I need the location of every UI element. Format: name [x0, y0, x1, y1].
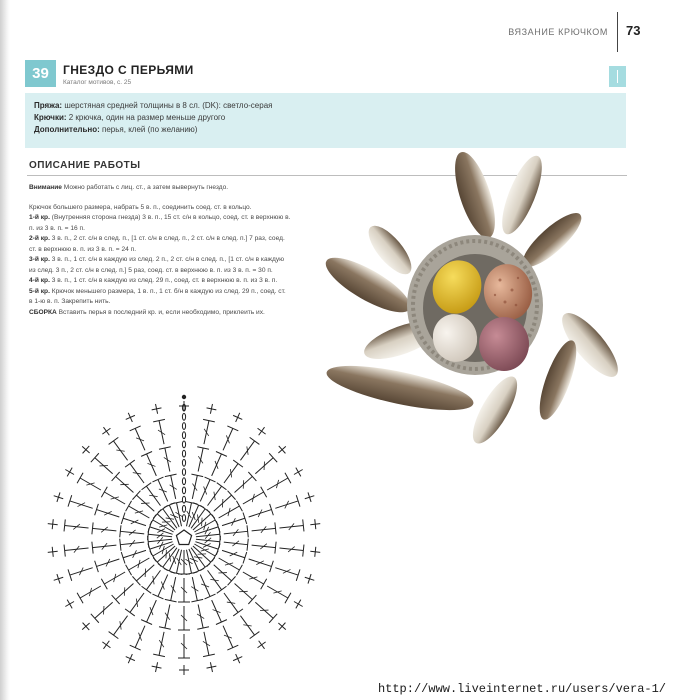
chart-stitch [273, 591, 281, 593]
chart-stitch [142, 483, 152, 490]
chart-stitch [227, 645, 238, 650]
chart-stitch [101, 487, 107, 497]
chart-stitch [216, 452, 227, 457]
chart-stitch [315, 519, 316, 529]
pattern-title: ГНЕЗДО С ПЕРЬЯМИ [63, 63, 194, 77]
chart-stitch [275, 522, 276, 534]
chart-stitch [233, 609, 243, 616]
chart-stitch [261, 579, 267, 589]
chart-stitch [126, 657, 135, 661]
accent-tab [609, 66, 626, 87]
chart-chain [182, 413, 185, 420]
chart-stitch [67, 600, 72, 609]
chart-stitch [201, 549, 209, 551]
chart-stitch [303, 519, 304, 531]
source-url: http://www.liveinternet.ru/users/vera-1/ [377, 682, 666, 696]
chart-stitch [233, 657, 242, 661]
chart-chain [182, 469, 185, 476]
chart-stitch [247, 539, 248, 551]
chart-stitch [193, 484, 198, 491]
chart-stitch [120, 539, 121, 551]
note: Внимание Можно работать с лиц. ст., а затем вывернуть гнездо. [29, 184, 229, 191]
chart-stitch [275, 542, 276, 554]
chart-chain [182, 505, 185, 512]
chart-chain [182, 441, 185, 448]
running-head: ВЯЗАНИЕ КРЮЧКОМ [508, 27, 608, 37]
chart-chain [182, 450, 185, 457]
chart-stitch [227, 426, 238, 431]
chart-stitch [204, 429, 209, 436]
row-5: 5-й кр. Крючок меньшего размера, 1 в. п., 1 ст. б/н в каждую из след. 29 п., соед. ст. в 1-ю в. п. Закрепить нить. [29, 287, 286, 305]
chart-stitch [130, 645, 141, 650]
chart-stitch [187, 511, 192, 518]
chart-stitch [247, 525, 248, 537]
chart-stitch [261, 487, 267, 497]
chart-stitch [125, 460, 135, 467]
chart-stitch [130, 426, 141, 431]
chart-chain [182, 478, 185, 485]
chart-stitch [285, 473, 291, 483]
section-title: ОПИСАНИЕ РАБОТЫ [29, 160, 141, 171]
chart-stitch [126, 501, 132, 511]
chart-stitch [165, 613, 170, 620]
chart-stitch [109, 437, 119, 444]
page-number: 73 [626, 23, 641, 38]
chart-stitch [152, 594, 163, 599]
chart-stitch [135, 511, 143, 513]
chart-stitch [120, 525, 121, 537]
chart-stitch [171, 585, 176, 592]
chart-stitch [198, 456, 203, 463]
chart-stitch [303, 545, 304, 557]
chart-stitch [109, 632, 119, 639]
chart-stitch [141, 620, 152, 625]
chart-stitch [250, 632, 260, 639]
chart-stitch [225, 563, 233, 565]
chart-stitch [159, 640, 164, 647]
chart-chain [182, 432, 185, 439]
chart-stitch [205, 477, 216, 482]
row-4: 4-й кр. 3 в. п., 1 ст. с/н в каждую из след. 29 п., соед. ст. в верхнюю в. п. из 3 в. п. [29, 277, 278, 284]
instructions [29, 183, 291, 318]
row-3: 3-й кр. 3 в. п., 1 ст. с/н в каждую из след. 2 п., 2 ст. с/н в след. п., [1 ст. с/н в каждую из след. 3 п., 2 ст. с/н в след. п.] 5 раз, соед. ст. в верхнюю в. п. из 3 в. п. = 30 п. [29, 256, 285, 274]
row-1: 1-й кр. (Внутренняя сторона гнезда) 3 в. п., 15 ст. с/н в кольцо, соед. ст. в верхнюю в. п. из 3 в. п. = 16 п. [29, 214, 291, 232]
chart-stitch [205, 594, 216, 599]
materials-hooks: Крючки: 2 крючка, один на размер меньше другого [34, 113, 226, 122]
chart-stitch [296, 600, 301, 609]
pattern-number-badge: 39 [25, 60, 56, 87]
chart-chain [182, 487, 185, 494]
chart-stitch [152, 477, 163, 482]
chart-stitch [102, 642, 110, 648]
chart-stitch [249, 577, 257, 579]
chart-stitch [77, 473, 83, 483]
chart-stitch [101, 579, 107, 589]
chart-stitch [126, 565, 132, 575]
chart-stitch [86, 483, 94, 485]
chart-stitch [102, 428, 110, 434]
materials-extra: Дополнительно: перья, клей (по желанию) [34, 125, 198, 134]
page-fold-shadow [0, 0, 10, 700]
crochet-chart [38, 392, 330, 684]
catalog-reference: Каталог мотивов, с. 25 [63, 79, 132, 86]
chart-chain [182, 515, 185, 522]
chart-stitch [52, 547, 53, 557]
chart-stitch [258, 642, 266, 648]
chart-stitch [177, 558, 182, 565]
chart-stitch [77, 593, 83, 603]
chart-stitch [92, 542, 93, 554]
row-2: 2-й кр. 3 в. п., 2 ст. с/н в след. п., [1 ст. с/н в след. п., 2 ст. с/н в след. п.] 7 раз, соед. ст. в верхнюю в. п. из 3 в. п. = 24 п. [29, 235, 285, 253]
chart-stitch [111, 497, 119, 499]
chart-stitch [233, 415, 242, 419]
chart-stitch [217, 483, 227, 490]
chart-stitch [159, 525, 167, 527]
chart-stitch [141, 452, 152, 457]
chart-stitch [315, 547, 316, 557]
mauve-egg [479, 317, 529, 371]
chart-stitch [250, 437, 260, 444]
intro: Крючок большего размера, набрать 5 в. п., соединить соед. ст. в кольцо. [29, 203, 252, 211]
chart-stitch [258, 428, 266, 434]
chart-chain [182, 459, 185, 466]
chart-stitch [67, 468, 72, 477]
chart-stitch [64, 519, 65, 531]
chart-stitch [236, 501, 242, 511]
chart-chain [182, 496, 185, 503]
chart-stitch [142, 586, 152, 593]
chart-stitch [285, 593, 291, 603]
chart-stitch [126, 415, 135, 419]
chart-stitch [296, 468, 301, 477]
chart-slip-stitch [182, 395, 186, 399]
chart-stitch [125, 609, 135, 616]
chart-stitch [92, 522, 93, 534]
chart-stitch [52, 519, 53, 529]
nest-photo [290, 140, 640, 480]
assembly: СБОРКА Вставить перья в последний кр. и, если необходимо, приклеить их. [29, 308, 265, 316]
chart-stitch [217, 586, 227, 593]
materials-yarn: Пряжа: шерстяная средней толщины в 8 сл. (DK): светло-серая [34, 101, 273, 110]
magic-ring [176, 530, 191, 545]
chart-stitch [216, 620, 227, 625]
chart-stitch [64, 545, 65, 557]
chart-stitch [236, 565, 242, 575]
header-divider [617, 12, 618, 52]
chart-chain [182, 423, 185, 430]
chart-stitch [233, 460, 243, 467]
